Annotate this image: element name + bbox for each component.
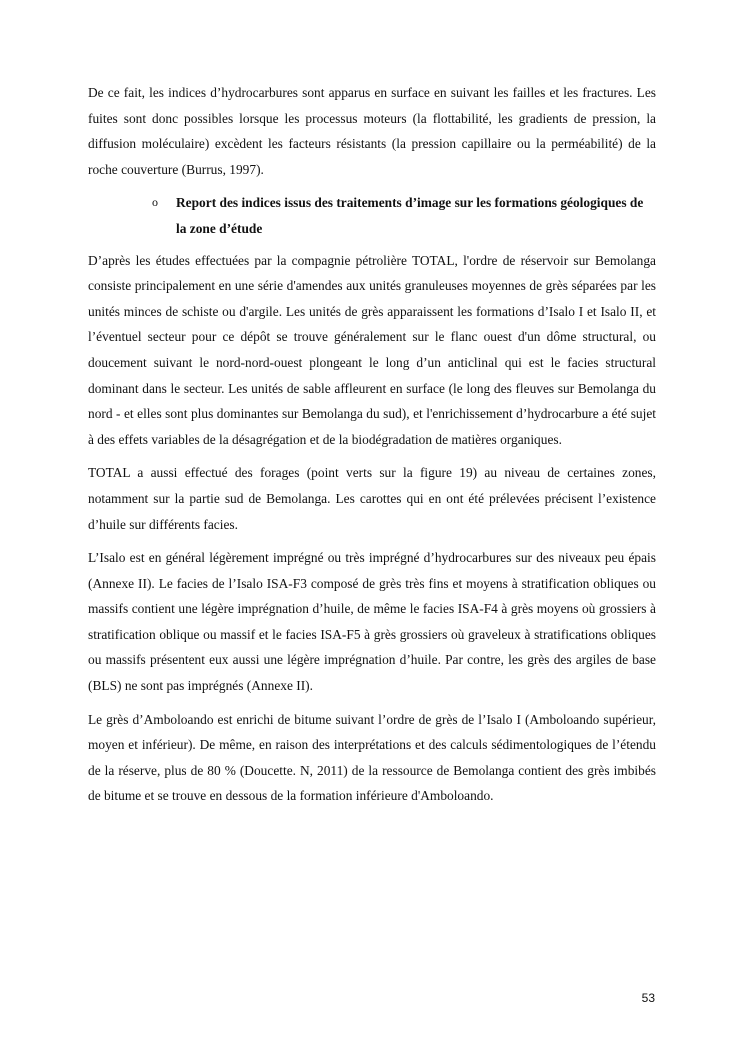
paragraph-2: D’après les études effectuées par la compagnie pétrolière TOTAL, l'ordre de réservoir sur Bemolanga consiste principalement en une série d'amendes aux unités granuleuses moyennes de grès séparées par les unités minces de schiste ou d'argile. Les unités de grès apparaissent les formations d’Isalo I et Isalo II, et l’éventuel secteur pour ce dépôt se trouve généralement sur le flanc ouest d'un dôme structural, ou doucement suivant le nord-nord-ouest plongeant le long d’un anticlinal qui est le facies structural dominant dans le secteur. Les unités de sable affleurent en surface (le long des fleuves sur Bemolanga du nord - et elles sont plus dominantes sur Bemolanga du sud), et l'enrichissement d’hydrocarbure a été sujet à des effets variables de la désagrégation et de la biodégradation de matières organiques. <box>88 252 656 447</box>
bullet-marker: o <box>152 195 158 210</box>
section-heading-text: Report des indices issus des traitements d’image sur les formations géologiques de la zone d’étude <box>176 195 644 236</box>
page-number: 53 <box>641 991 655 1005</box>
paragraph-5: Le grès d’Amboloando est enrichi de bitume suivant l’ordre de grès de l’Isalo I (Amboloando supérieur, moyen et inférieur). De même, en raison des interprétations et des calculs sédimentologiques de l’étendu de la réserve, plus de 80 % (Doucette. N, 2011) de la ressource de Bemolanga contient des grès imbibés de bitume et se trouve en dessous de la formation inférieure d'Amboloando. <box>88 711 656 804</box>
paragraph-4: L’Isalo est en général légèrement imprégné ou très imprégné d’hydrocarbures sur des niveaux peu épais (Annexe II). Le facies de l’Isalo ISA-F3 composé de grès très fins et moyens à stratification obliques ou massifs contient une légère imprégnation d’huile, de même le facies ISA-F4 à grès moyens où grossiers à stratification oblique ou massif et le facies ISA-F5 à grès grossiers où graveleux à stratifications obliques ou massifs présentent eux aussi une légère imprégnation d’huile. Par contre, les grès des argiles de base (BLS) ne sont pas imprégnés (Annexe II). <box>88 550 656 694</box>
paragraph-1: De ce fait, les indices d’hydrocarbures sont apparus en surface en suivant les failles et les fractures. Les fuites sont donc possibles lorsque les processus moteurs (la flottabilité, les gradients de pression, la diffusion moléculaire) excèdent les facteurs résistants (la pression capillaire ou la perméabilité) de la roche couverture (Burrus, 1997). <box>88 85 656 177</box>
section-heading <box>152 190 656 241</box>
paragraph-3: TOTAL a aussi effectué des forages (point verts sur la figure 19) au niveau de certaines zones, notamment sur la partie sud de Bemolanga. Les carottes qui en ont été prélevées précisent l’existence d’huile sur différents facies. <box>88 465 656 532</box>
document-page <box>88 80 656 817</box>
